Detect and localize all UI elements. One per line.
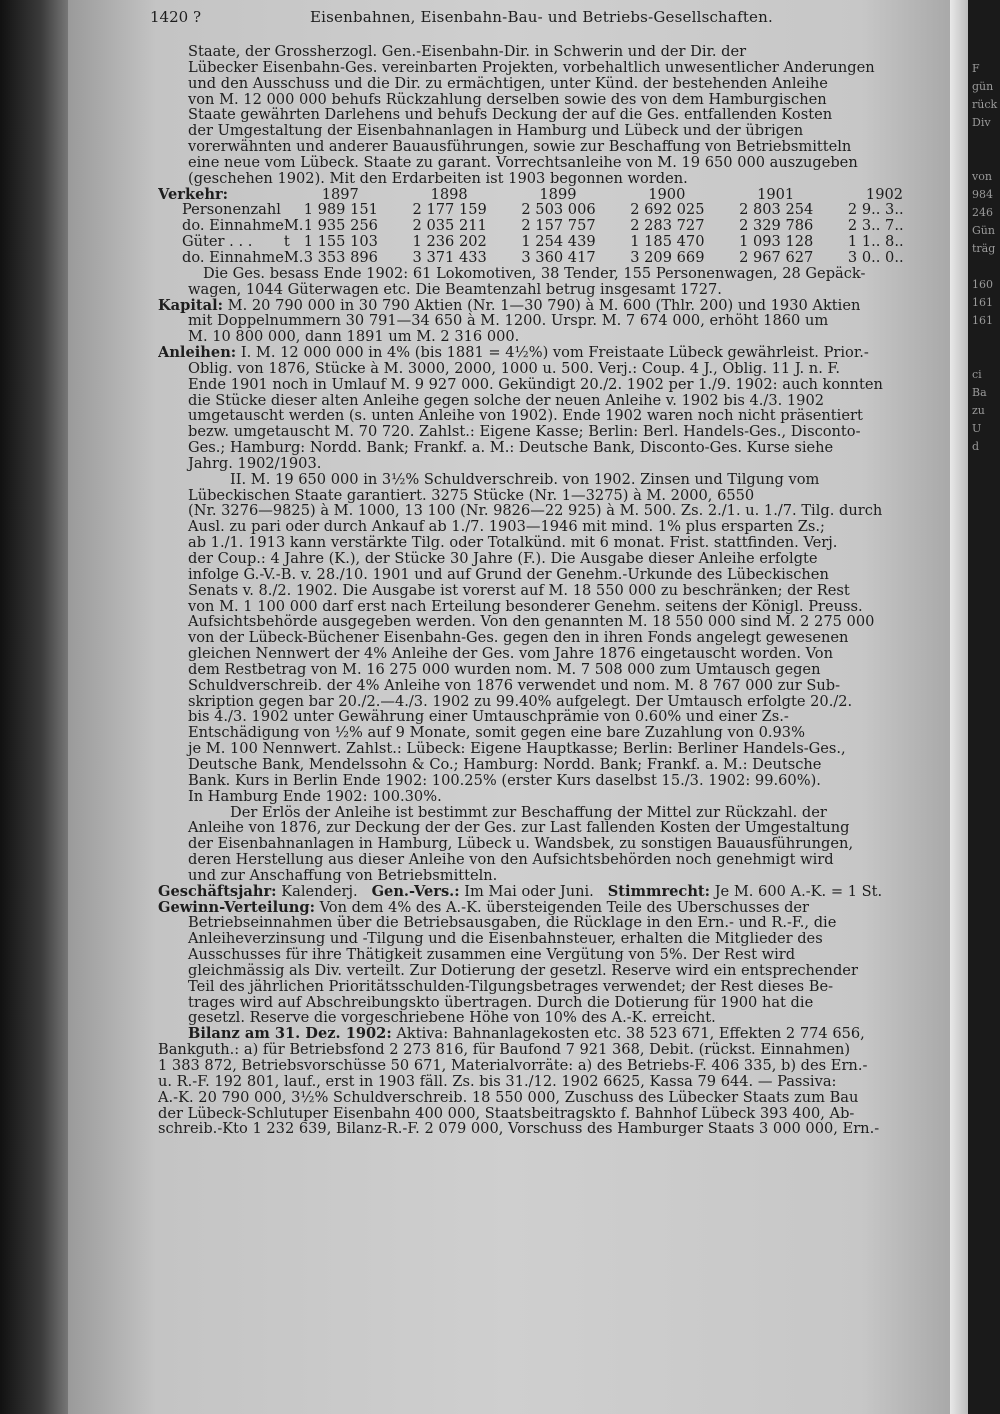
running-title: Eisenbahnen, Eisenbahn-Bau- und Betriebs-Gesellschaften. bbox=[310, 8, 773, 26]
line-text: und zur Anschaffung von Betriebsmitteln. bbox=[188, 867, 498, 884]
verkehr-row bbox=[182, 234, 950, 250]
fragment-text bbox=[972, 258, 1000, 276]
line-text: Oblig. von 1876, Stücke à M. 3000, 2000, 1000 u. 500. Verj.: Coup. 4 J., Oblig. 11 J. n. F. bbox=[188, 360, 840, 377]
fragment-text bbox=[972, 132, 1000, 150]
line-text: I. M. 12 000 000 in 4% (bis 1881 = 4½%) vom Freistaate Lübeck gewährleist. Prior.- bbox=[236, 345, 869, 361]
text-line bbox=[158, 92, 950, 108]
geschaeftsjahr-value: Kalenderj. bbox=[276, 883, 358, 900]
row-label: do. Einnahme bbox=[182, 217, 284, 235]
text-line bbox=[158, 773, 950, 789]
text-line bbox=[158, 503, 950, 519]
line-text: gesetzl. Reserve die vorgeschriebene Höhe von 10% des A.-K. erreicht. bbox=[188, 1010, 716, 1027]
row-value: 2 692 025 bbox=[630, 201, 705, 219]
article-body bbox=[158, 44, 950, 1137]
year-header: 1898 bbox=[430, 185, 468, 203]
line-text: bezw. umgetauscht M. 70 720. Zahlst.: Eigene Kasse; Berlin: Berl. Handels-Ges., Disconto- bbox=[188, 424, 861, 441]
line-text: der Coup.: 4 Jahre (K.), der Stücke 30 Jahre (F.). Die Ausgabe dieser Anleihe erfolgte bbox=[188, 551, 818, 567]
row-label: Personenzahl bbox=[182, 201, 281, 219]
text-line bbox=[158, 107, 950, 123]
line-text: Schuldverschreib. der 4% Anleihe von 1876 verwendet und nom. M. 8 767 000 zur Sub- bbox=[188, 677, 841, 694]
text-line bbox=[158, 1074, 950, 1090]
text-line bbox=[158, 995, 950, 1011]
text-line bbox=[158, 852, 950, 868]
anleihen-section-2 bbox=[158, 472, 950, 805]
text-line bbox=[158, 393, 950, 409]
year-header: 1902 bbox=[865, 185, 904, 203]
bilanz-label: Bilanz am 31. Dez. 1902: bbox=[188, 1026, 392, 1043]
text-line bbox=[158, 171, 950, 187]
fragment-text bbox=[972, 348, 1000, 366]
text-line bbox=[158, 123, 950, 139]
row-label: do. Einnahme bbox=[182, 248, 284, 266]
line-text: von M. 1 100 000 darf erst nach Erteilung besonderer Genehm. seitens der Königl. Preuss. bbox=[188, 598, 863, 615]
row-value: 2 329 786 bbox=[739, 217, 814, 235]
text-line bbox=[158, 424, 950, 440]
text-line bbox=[158, 915, 950, 931]
text-line bbox=[158, 408, 950, 424]
line-text: Staate gewährten Darlehens und behufs Deckung der auf die Ges. entfallenden Kosten bbox=[188, 107, 833, 124]
stimmrecht-value: Je M. 600 A.-K. = 1 St. bbox=[710, 883, 883, 900]
text-line bbox=[158, 139, 950, 155]
line-text: Anleihe von 1876, zur Deckung der der Ges. zur Last fallenden Kosten der Umgestaltung bbox=[188, 820, 850, 837]
line-text: Senats v. 8./2. 1902. Die Ausgabe ist vorerst auf M. 18 550 000 zu beschränken; der Rest bbox=[188, 582, 850, 599]
fragment-text: gün bbox=[972, 80, 994, 93]
text-line bbox=[158, 1010, 950, 1026]
line-text: trages wird auf Abschreibungskto übertragen. Durch die Dotierung für 1900 hat die bbox=[188, 994, 814, 1011]
text-line bbox=[158, 440, 950, 456]
row-value: 1 155 103 bbox=[303, 233, 378, 251]
line-text: umgetauscht werden (s. unten Anleihe von 1902). Ende 1902 waren noch nicht präsentiert bbox=[188, 408, 863, 425]
verkehr-row bbox=[182, 218, 950, 234]
line-text: infolge G.-V.-B. v. 28./10. 1901 und auf Grund der Genehm.-Urkunde des Lübeckischen bbox=[188, 566, 829, 583]
row-value: 2 035 211 bbox=[412, 217, 487, 235]
row-unit bbox=[284, 202, 304, 218]
page-number: 1420 ? bbox=[150, 8, 201, 26]
fragment-text: F bbox=[972, 62, 980, 75]
text-line bbox=[158, 313, 950, 329]
row-label: Güter . . . bbox=[182, 233, 253, 251]
row-value: 2 283 727 bbox=[630, 217, 705, 235]
row-unit: t bbox=[283, 233, 290, 251]
row-unit: M. bbox=[283, 217, 304, 235]
row-value: 3 371 433 bbox=[412, 248, 487, 266]
row-value: 3 360 417 bbox=[521, 248, 596, 266]
line-text: gleichmässig als Div. verteilt. Zur Dotierung der gesetzl. Reserve wird ein entsprechender bbox=[188, 962, 858, 979]
genvers-label: Gen.-Vers.: bbox=[371, 883, 460, 900]
row-value: 1 935 256 bbox=[303, 217, 378, 235]
fragment-text: von bbox=[972, 170, 992, 183]
text-line bbox=[158, 979, 950, 995]
line-text: von M. 12 000 000 behufs Rückzahlung derselben sowie des von dem Hamburgischen bbox=[188, 91, 827, 108]
text-line bbox=[158, 472, 950, 488]
row-value: 1 093 128 bbox=[739, 233, 814, 251]
text-line bbox=[158, 741, 950, 757]
line-text: Ges.; Hamburg: Nordd. Bank; Frankf. a. M.: Deutsche Bank, Disconto-Ges. Kurse siehe bbox=[188, 440, 834, 456]
text-line bbox=[158, 630, 950, 646]
text-line bbox=[158, 76, 950, 92]
line-text: Lübeckischen Staate garantiert. 3275 Stücke (Nr. 1—3275) à M. 2000, 6550 bbox=[188, 487, 755, 504]
verkehr-label: Verkehr: bbox=[158, 186, 229, 203]
row-value: 2 3.. 7.. bbox=[847, 217, 904, 235]
line-text: bis 4./3. 1902 unter Gewährung einer Umtauschprämie von 0.60% und einer Zs.- bbox=[188, 709, 789, 726]
line-text: Entschädigung von ½% auf 9 Monate, somit gegen eine bare Zuzahlung von 0.93% bbox=[188, 725, 805, 742]
text-line bbox=[158, 345, 950, 361]
row-value: 2 967 627 bbox=[739, 248, 814, 266]
stimmrecht-label: Stimmrecht: bbox=[607, 883, 711, 900]
line-text: Lübecker Eisenbahn-Ges. vereinbarten Projekten, vorbehaltlich unwesentlicher Änderungen bbox=[188, 59, 875, 76]
anleihen-section-1 bbox=[158, 345, 950, 472]
line-text: gleichen Nennwert der 4% Anleihe der Ges. vom Jahre 1876 eingetauscht worden. Von bbox=[188, 646, 833, 662]
line-text: Betriebseinnahmen über die Betriebsausgaben, die Rücklage in den Ern.- und R.-F., die bbox=[188, 915, 837, 932]
anleihen-section-3 bbox=[158, 805, 950, 884]
text-line bbox=[158, 614, 950, 630]
fragment-text: rück bbox=[972, 98, 998, 111]
fragment-text: ci bbox=[972, 368, 982, 381]
line-text: skription gegen bar 20./2.—4./3. 1902 zu 99.40% aufgelegt. Der Umtausch erfolgte 20./2. bbox=[188, 693, 853, 710]
fragment-text: Div bbox=[972, 116, 991, 129]
line-text: (geschehen 1902). Mit den Erdarbeiten ist 1903 begonnen worden. bbox=[188, 170, 688, 187]
text-line bbox=[158, 567, 950, 583]
fragment-text: Ba bbox=[972, 386, 987, 399]
text-line bbox=[158, 60, 950, 76]
verkehr-table bbox=[182, 187, 950, 266]
text-line bbox=[158, 1090, 950, 1106]
line-text: Jahrg. 1902/1903. bbox=[188, 455, 322, 472]
text-line bbox=[158, 725, 950, 741]
scan-left-border bbox=[0, 0, 68, 1414]
line-text: Anleiheverzinsung und -Tilgung und die Eisenbahnsteuer, erhalten die Mitglieder des bbox=[188, 931, 823, 948]
text-line bbox=[158, 900, 950, 916]
line-text: Deutsche Bank, Mendelssohn & Co.; Hamburg: Nordd. Bank; Frankf. a. M.: Deutsche bbox=[188, 756, 822, 773]
page-right-edge bbox=[950, 0, 968, 1414]
line-text: und den Ausschuss und die Dir. zu ermächtigen, unter Künd. der bestehenden Anleihe bbox=[188, 75, 828, 92]
verkehr-row bbox=[182, 250, 950, 266]
year-header: 1901 bbox=[757, 185, 795, 203]
row-value: 1 1.. 8.. bbox=[847, 233, 904, 251]
text-line bbox=[158, 836, 950, 852]
geschaeftsjahr-label: Geschäftsjahr: bbox=[158, 883, 277, 900]
text-line bbox=[158, 820, 950, 836]
text-line bbox=[158, 678, 950, 694]
text-line bbox=[158, 1042, 950, 1058]
line-text: mit Doppelnummern 30 791—34 650 à M. 1200. Urspr. M. 7 674 000, erhöht 1860 um bbox=[188, 313, 829, 330]
fragment-text: 984 bbox=[972, 188, 993, 201]
bilanz-section bbox=[158, 1026, 950, 1137]
text-line bbox=[158, 44, 950, 60]
line-text: Aktiva: Bahnanlagekosten etc. 38 523 671, Effekten 2 774 656, bbox=[391, 1026, 865, 1043]
line-text: je M. 100 Nennwert. Zahlst.: Lübeck: Eigene Hauptkasse; Berlin: Berliner Handels-Ges., bbox=[188, 741, 846, 757]
text-line bbox=[158, 361, 950, 377]
line-text: deren Herstellung aus dieser Anleihe von den Aufsichtsbehörden noch genehmigt wird bbox=[188, 852, 834, 868]
line-text: M. 20 790 000 in 30 790 Aktien (Nr. 1—30 790) à M. 600 (Thlr. 200) und 1930 Aktien bbox=[223, 297, 861, 314]
text-line bbox=[158, 1026, 950, 1042]
line-text: der Lübeck-Schlutuper Eisenbahn 400 000, Staatsbeitragskto f. Bahnhof Lübeck 393 400, Ab- bbox=[158, 1105, 855, 1122]
anleihen-label: Anleihen: bbox=[158, 345, 237, 361]
line-text: vorerwähnten und anderer Bauausführungen, sowie zur Beschaffung von Betriebsmitteln bbox=[188, 139, 852, 155]
text-line bbox=[158, 266, 950, 282]
text-line bbox=[158, 868, 950, 884]
line-text: Von dem 4% des A.-K. übersteigenden Teile des Überschusses der bbox=[314, 899, 810, 916]
kapital-section bbox=[158, 298, 950, 346]
text-line bbox=[158, 298, 950, 314]
row-value: 1 989 151 bbox=[303, 201, 378, 219]
row-value: 3 353 896 bbox=[303, 248, 378, 266]
line-text: Staate, der Grossherzogl. Gen.-Eisenbahn-Dir. in Schwerin und der Dir. der bbox=[188, 44, 747, 60]
row-value: 1 236 202 bbox=[412, 233, 487, 251]
row-value: 2 503 006 bbox=[521, 201, 596, 219]
line-text: wagen, 1044 Güterwagen etc. Die Beamtenzahl betrug insgesamt 1727. bbox=[188, 281, 722, 298]
adjacent-page-fragments bbox=[972, 60, 1000, 456]
year-header: 1900 bbox=[648, 185, 686, 203]
fragment-text: träg bbox=[972, 242, 996, 255]
text-line bbox=[158, 282, 950, 298]
text-line bbox=[158, 329, 950, 345]
year-header: 1899 bbox=[539, 185, 577, 203]
geschaeftsjahr-line bbox=[158, 884, 950, 900]
fragment-text: 161 bbox=[972, 296, 993, 309]
row-value: 2 9.. 3.. bbox=[847, 201, 904, 219]
row-value: 1 254 439 bbox=[521, 233, 596, 251]
line-text: 1 383 872, Betriebsvorschüsse 50 671, Materialvorräte: a) des Betriebs-F. 406 335, b) des Ern.- bbox=[158, 1058, 868, 1074]
line-text: die Stücke dieser alten Anleihe gegen solche der neuen Anleihe v. 1902 bis 4./3. 1902 bbox=[188, 392, 825, 409]
text-line bbox=[158, 1106, 950, 1122]
line-text: Aufsichtsbehörde ausgegeben werden. Von den genannten M. 18 550 000 sind M. 2 275 000 bbox=[188, 614, 875, 631]
line-text: II. M. 19 650 000 in 3½% Schuldverschreib. von 1902. Zinsen und Tilgung vom bbox=[230, 471, 820, 488]
line-text: In Hamburg Ende 1902: 100.30%. bbox=[188, 788, 442, 805]
text-line bbox=[158, 1058, 950, 1074]
fragment-text: zu bbox=[972, 404, 985, 417]
text-line bbox=[158, 963, 950, 979]
line-text: Der Erlös der Anleihe ist bestimmt zur Beschaffung der Mittel zur Rückzahl. der bbox=[230, 804, 827, 821]
fragment-text: Gün bbox=[972, 224, 995, 237]
verkehr-row bbox=[182, 202, 950, 218]
line-text: schreib.-Kto 1 232 639, Bilanz-R.-F. 2 079 000, Vorschuss des Hamburger Staats 3 000 000, Ern.- bbox=[158, 1121, 880, 1138]
fragment-text: 160 bbox=[972, 278, 993, 291]
text-line bbox=[158, 519, 950, 535]
genvers-value: Im Mai oder Juni. bbox=[459, 883, 594, 900]
text-line bbox=[158, 456, 950, 472]
fleet-paragraph bbox=[158, 266, 950, 298]
text-line bbox=[158, 155, 950, 171]
line-text: von der Lübeck-Büchener Eisenbahn-Ges. gegen den in ihren Fonds angelegt gewesenen bbox=[188, 630, 849, 647]
text-line bbox=[158, 757, 950, 773]
text-line bbox=[158, 709, 950, 725]
text-line bbox=[158, 535, 950, 551]
intro-paragraph bbox=[158, 44, 950, 187]
row-value: 3 209 669 bbox=[630, 248, 705, 266]
fragment-text: d bbox=[972, 440, 980, 453]
line-text: (Nr. 3276—9825) à M. 1000, 13 100 (Nr. 9826—22 925) à M. 500. Zs. 2./1. u. 1./7. Tilg. durch bbox=[188, 503, 883, 520]
text-line bbox=[158, 377, 950, 393]
row-value: 2 177 159 bbox=[412, 201, 487, 219]
fragment-text: 246 bbox=[972, 206, 993, 219]
line-text: ab 1./1. 1913 kann verstärkte Tilg. oder Totalkünd. mit 6 monat. Frist. stattfinden. Verj. bbox=[188, 535, 838, 551]
text-line bbox=[158, 599, 950, 615]
kapital-label: Kapital: bbox=[158, 297, 224, 314]
text-line bbox=[158, 947, 950, 963]
line-text: Bank. Kurs in Berlin Ende 1902: 100.25% (erster Kurs daselbst 15./3. 1902: 99.60%). bbox=[188, 772, 821, 789]
text-line bbox=[158, 583, 950, 599]
text-line bbox=[158, 662, 950, 678]
row-value: 2 803 254 bbox=[739, 201, 814, 219]
line-text: Ende 1901 noch in Umlauf M. 9 927 000. Gekündigt 20./2. 1902 per 1./9. 1902: auch konnten bbox=[188, 376, 883, 393]
gewinn-label: Gewinn-Verteilung: bbox=[158, 899, 315, 916]
line-text: A.-K. 20 790 000, 3½% Schuldverschreib. 18 550 000, Zuschuss des Lübecker Staats zum Bau bbox=[158, 1089, 859, 1106]
verkehr-years-row bbox=[182, 187, 950, 203]
line-text: der Eisenbahnanlagen in Hamburg, Lübeck u. Wandsbek, zu sonstigen Bauausführungen, bbox=[188, 836, 854, 853]
text-line bbox=[158, 1121, 950, 1137]
line-text: der Umgestaltung der Eisenbahnanlagen in Hamburg und Lübeck und der übrigen bbox=[188, 123, 804, 140]
line-text: Ausschusses für ihre Thätigkeit zusammen eine Vergütung von 5%. Der Rest wird bbox=[188, 947, 796, 963]
line-text: Teil des jährlichen Prioritätsschulden-Tilgungsbetrages verwendet; der Rest dieses Be- bbox=[188, 978, 834, 995]
line-text: Ausl. zu pari oder durch Ankauf ab 1./7. 1903—1946 mit mind. 1% plus ersparten Zs.; bbox=[188, 519, 825, 536]
text-line bbox=[158, 551, 950, 567]
text-line bbox=[158, 488, 950, 504]
text-line bbox=[158, 805, 950, 821]
fragment-text bbox=[972, 150, 1000, 168]
line-text: Bankguth.: a) für Betriebsfond 2 273 816, für Baufond 7 921 368, Debit. (rückst. Einnahmen) bbox=[158, 1042, 851, 1058]
line-text: dem Restbetrag von M. 16 275 000 wurden nom. M. 7 508 000 zum Umtausch gegen bbox=[188, 661, 821, 678]
text-line bbox=[158, 694, 950, 710]
row-value: 3 0.. 0.. bbox=[847, 248, 904, 266]
fragment-text bbox=[972, 330, 1000, 348]
year-header: 1897 bbox=[321, 185, 359, 203]
text-line bbox=[158, 646, 950, 662]
fragment-text: U bbox=[972, 422, 982, 435]
line-text: Die Ges. besass Ende 1902: 61 Lokomotiven, 38 Tender, 155 Personenwagen, 28 Gepäck- bbox=[203, 265, 866, 282]
row-value: 2 157 757 bbox=[521, 217, 596, 235]
line-text: eine neue vom Lübeck. Staate zu garant. Vorrechtsanleihe von M. 19 650 000 auszugeben bbox=[188, 154, 858, 171]
text-line bbox=[158, 931, 950, 947]
row-value: 1 185 470 bbox=[630, 233, 705, 251]
row-unit: M. bbox=[283, 248, 304, 266]
line-text: u. R.-F. 192 801, lauf., erst in 1903 fäll. Zs. bis 31./12. 1902 6625, Kassa 79 644. — Passiva: bbox=[158, 1073, 837, 1090]
line-text: M. 10 800 000, dann 1891 um M. 2 316 000. bbox=[188, 329, 520, 346]
fragment-text: 161 bbox=[972, 314, 993, 327]
text-line bbox=[158, 789, 950, 805]
gewinn-section bbox=[158, 900, 950, 1027]
